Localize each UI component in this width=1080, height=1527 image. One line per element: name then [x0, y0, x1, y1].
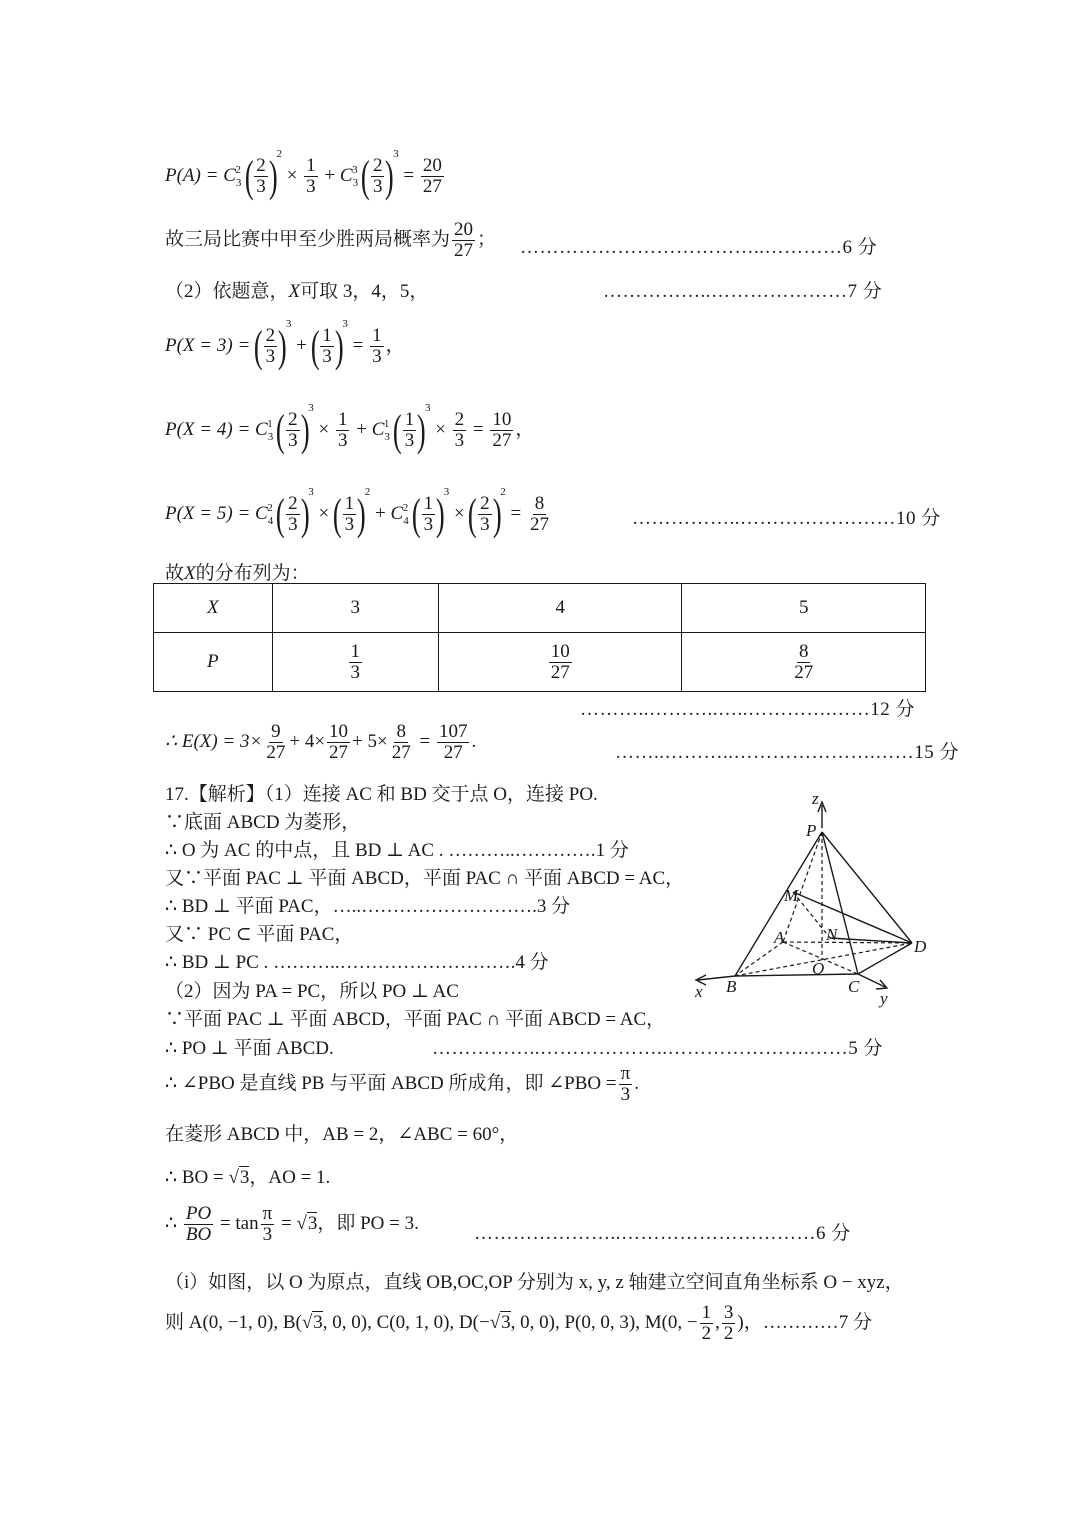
tan-eq: =	[280, 1212, 292, 1234]
score-10-dots: ……………..……………………	[632, 508, 896, 529]
label-n: N	[826, 925, 838, 944]
table-header-cell: 3	[272, 584, 438, 633]
score-5	[432, 1033, 883, 1060]
score-15-dots: ……..………..………………….……	[615, 742, 915, 763]
angle-punct: .	[634, 1072, 639, 1094]
table-cell	[682, 633, 926, 692]
pyramid-figure	[690, 790, 940, 1010]
px3-res-d: 3	[372, 346, 382, 368]
px3-res-n: 1	[372, 325, 382, 347]
part2-text: （2）依题意，	[165, 281, 289, 302]
table-header-cell: 5	[682, 584, 926, 633]
score-5-label: 5 分	[848, 1038, 884, 1059]
px5-equation: $P(X = 5) = C_4^2$ ( $\frac{2}{3}$ )$^3$ × ( $\frac{1}{3}$ )$^2 + C_4^2$ ( $\frac{1}{3}$ )$^3$ × ( $\frac{2}{3}$ )$^2$ = $\frac{8}{27}$	[165, 486, 550, 539]
edge-md	[793, 892, 912, 943]
score-7a-label: 7 分	[847, 281, 883, 302]
coords-m2n: 3	[723, 1302, 734, 1323]
part2-rest: 可取 3，4，5，	[300, 281, 429, 302]
ex-n1: 9	[271, 721, 281, 742]
expectation-equation: ∴ E(X) = 3× $\frac{9}{27}$ + 4× $\frac{10}{27}$ + 5× $\frac{8}{27}$ = $\frac{107}{27}$ .	[165, 721, 477, 763]
score-15-label: 15 分	[914, 742, 960, 763]
label-z: z	[812, 790, 819, 808]
coords-post: )，…………	[737, 1311, 839, 1333]
q17-text: ∴ BD ⊥ 平面 PAC，…..……………………….	[165, 896, 537, 917]
q17-line	[165, 863, 684, 890]
coords-score: 7 分	[838, 1311, 872, 1333]
tan-f1n: PO	[185, 1203, 212, 1224]
angle-line-text: ∴ ∠PBO 是直线 PB 与平面 ABCD 所成角，即 ∠PBO =	[165, 1072, 617, 1094]
table-header-cell: 4	[438, 584, 682, 633]
conclusion-1-punct: ；	[477, 228, 497, 250]
y-axis-arrow	[876, 980, 887, 989]
coords-comma: ,	[715, 1311, 720, 1333]
edge-mn	[793, 892, 830, 938]
score-7a-dots: ……………..…………………	[603, 281, 848, 302]
coords-root1: 3	[313, 1311, 323, 1333]
conclusion-1-num: 20	[454, 219, 474, 240]
conclusion-1-den: 27	[454, 239, 474, 261]
score-6a-label: 6 分	[842, 237, 878, 258]
px5-lhs: P(X = 5) =	[165, 503, 251, 524]
label-x: x	[695, 982, 703, 1001]
px4-lhs: P(X = 4) =	[165, 419, 251, 440]
edge-bc	[735, 974, 858, 976]
score-6b-label: 6 分	[816, 1223, 851, 1244]
table-row-label: P	[154, 633, 273, 692]
label-b: B	[726, 977, 737, 996]
part2-var: X	[288, 281, 301, 302]
q17-line	[165, 1004, 665, 1031]
edge-pb	[735, 832, 825, 978]
coords-m2d: 2	[723, 1322, 734, 1344]
px3-lhs: P(X = 3) =	[165, 335, 251, 356]
dist-title-pre: 故	[165, 563, 185, 584]
score-7a	[603, 276, 882, 303]
ex-d1: 27	[266, 741, 286, 763]
score-12	[580, 694, 915, 721]
table-cell-num: 8	[798, 640, 809, 662]
ex-n2: 10	[329, 721, 349, 742]
q17-line	[165, 947, 549, 974]
table-header-row	[154, 584, 926, 633]
ex-d2: 27	[329, 741, 349, 763]
pa-equation: $P(A) = C_3^2$ ( $\frac{2}{3}$ )$^2$ × $\frac{1}{3}$ + $C_3^3$ ( $\frac{2}{3}$ )$^3$ = $\frac{20}{27}$	[165, 148, 442, 201]
label-d: D	[914, 937, 927, 956]
ex-res-n: 107	[438, 721, 468, 742]
score-10-label: 10 分	[896, 508, 941, 529]
q17-line	[165, 919, 353, 946]
coords-mid2: , 0, 0), P(0, 0, 3), M(0, −	[510, 1311, 698, 1333]
conclusion-1	[165, 220, 496, 261]
tan-root: 3	[307, 1212, 318, 1234]
bo-line: ∴ BO = √3，AO = 1.	[165, 1167, 331, 1188]
q17-line	[165, 807, 360, 834]
table-cell-num: 1	[350, 640, 361, 662]
rhombus-line	[165, 1119, 518, 1146]
score-5-dots: ……………..………………..………………….……	[432, 1038, 849, 1059]
q17-text: 又∵ PC ⊂ 平面 PAC，	[165, 924, 354, 945]
table-cell	[272, 633, 438, 692]
angle-line	[165, 1064, 639, 1105]
px4-punct: ，	[515, 419, 535, 440]
score-6a	[520, 232, 877, 259]
q17-score: 3 分	[536, 896, 571, 917]
table-cell-num: 10	[550, 640, 570, 662]
bo-root: 3	[239, 1167, 250, 1188]
q17-line	[165, 976, 459, 1003]
q17-line	[165, 835, 629, 862]
table-cell-den: 27	[794, 661, 814, 683]
pa-lhs: P(A) = C	[165, 165, 236, 186]
angle-frac-d: 3	[620, 1083, 631, 1105]
q17-score: 1 分	[595, 840, 629, 861]
px4-res-n: 10	[492, 409, 512, 431]
ex-d3: 27	[391, 741, 411, 763]
ex-lhs: ∴ E(X) = 3×	[165, 730, 263, 752]
conclusion-1-text: 故三局比赛中甲至少胜两局概率为	[165, 228, 451, 250]
pa-eq: =	[403, 165, 415, 186]
dist-title	[165, 558, 310, 585]
coords-root2: 3	[501, 1311, 511, 1333]
tan-f2n: π	[262, 1203, 273, 1224]
dist-title-post: 的分布列为：	[195, 563, 310, 584]
ex-plus4: + 4×	[289, 730, 326, 752]
q17-text: ∴ O 为 AC 的中点，且 BD ⊥ AC . ………..………….	[165, 840, 596, 861]
coords-m1d: 2	[701, 1322, 712, 1344]
table-row	[154, 633, 926, 692]
q17-text: （2）因为 PA = PC，所以 PO ⊥ AC	[165, 981, 459, 1002]
coords-m1n: 1	[701, 1302, 712, 1323]
tan-post: ，即 PO = 3.	[317, 1212, 419, 1234]
pa-res-d: 27	[422, 176, 442, 198]
q17-text: 17.【解析】（1）连接 AC 和 BD 交于点 O，连接 PO.	[165, 784, 598, 805]
score-15	[615, 737, 959, 764]
distribution-table	[153, 583, 926, 692]
coords-line: 则 A(0, −1, 0), B(√3, 0, 0), C(0, 1, 0), D(−√3, 0, 0), P(0, 0, 3), M(0, − $\frac{1}{2}$ , $\frac{3}{2}$ )，…………7 分	[165, 1302, 872, 1344]
q17-line	[165, 779, 598, 806]
coords-pre: 则 A(0, −1, 0), B(	[165, 1311, 302, 1333]
angle-frac-n: π	[620, 1063, 631, 1084]
score-6b-dots: …………………..…………………………	[474, 1223, 816, 1244]
coord-setup-text: （i）如图，以 O 为原点，直线 OB,OC,OP 分别为 x, y, z 轴建立空间直角坐标系 O − xyz，	[165, 1272, 904, 1293]
table-cell-den: 27	[550, 661, 570, 683]
label-y: y	[880, 989, 888, 1008]
tan-f2d: 3	[262, 1223, 273, 1245]
coord-setup	[165, 1267, 904, 1294]
tan-f1d: BO	[185, 1223, 212, 1245]
label-o: O	[812, 959, 825, 978]
px3-punct: ，	[385, 335, 405, 356]
bo-pre: ∴ BO =	[165, 1167, 224, 1188]
pa-res-n: 20	[422, 155, 442, 177]
label-a: A	[774, 928, 785, 947]
ex-res-d: 27	[443, 741, 463, 763]
score-12-dots: ………..………..…..………….……	[580, 699, 871, 720]
q17-text: ∴ PO ⊥ 平面 ABCD.	[165, 1038, 334, 1059]
edge-ab	[735, 942, 783, 976]
label-m: M	[784, 886, 799, 905]
tan-mid: = tan	[219, 1212, 259, 1234]
px4-res-d: 27	[492, 430, 512, 452]
ex-plus5: + 5×	[352, 730, 388, 752]
label-p: P	[806, 821, 817, 840]
q17-text: ∵底面 ABCD 为菱形，	[165, 812, 361, 833]
table-header-x: X	[154, 584, 273, 633]
q17-score: 4 分	[515, 952, 549, 973]
px4-equation: $P(X = 4) = C_3^1$ ( $\frac{2}{3}$ )$^3$ × $\frac{1}{3}$ + $C_3^1$ ( $\frac{1}{3}$ )$^3$ × $\frac{2}{3}$ = $\frac{10}{27}$ ，	[165, 402, 535, 455]
score-6b	[474, 1218, 851, 1245]
table-cell-den: 3	[350, 661, 361, 683]
score-12-label: 12 分	[870, 699, 916, 720]
ex-n3: 8	[396, 721, 406, 742]
label-c: C	[848, 977, 860, 996]
part2-intro	[165, 276, 428, 303]
px5-res-d: 27	[530, 514, 550, 536]
tan-pre: ∴	[165, 1212, 178, 1234]
tan-line: ∴ $\frac{PO}{BO}$ = tan $\frac{\pi}{3}$ = √3，即 PO = 3.	[165, 1203, 419, 1245]
coords-mid1: , 0, 0), C(0, 1, 0), D(−	[322, 1311, 490, 1333]
score-10	[632, 503, 941, 530]
dist-title-var: X	[184, 563, 196, 584]
px3-equation: P(X = 3) = ( $\frac{2}{3}$ )$^3$ + ( $\frac{1}{3}$ )$^3$ = $\frac{1}{3}$ ，	[165, 318, 405, 371]
q17-line	[165, 891, 570, 918]
q17-line	[165, 1033, 334, 1060]
px5-res-n: 8	[534, 493, 545, 515]
q17-text: ∵平面 PAC ⊥ 平面 ABCD，平面 PAC ∩ 平面 ABCD = AC，	[165, 1009, 666, 1030]
edge-cd	[858, 943, 912, 974]
score-6a-dots: ………………………………..…………	[520, 237, 843, 258]
table-cell	[438, 633, 682, 692]
q17-text: 又∵平面 PAC ⊥ 平面 ABCD，平面 PAC ∩ 平面 ABCD = AC，	[165, 868, 685, 889]
rhombus-text: 在菱形 ABCD 中，AB = 2，∠ABC = 60°，	[165, 1124, 519, 1145]
q17-text: ∴ BD ⊥ PC . ………..……………………….	[165, 952, 516, 973]
bo-post: ，AO = 1.	[249, 1167, 331, 1188]
